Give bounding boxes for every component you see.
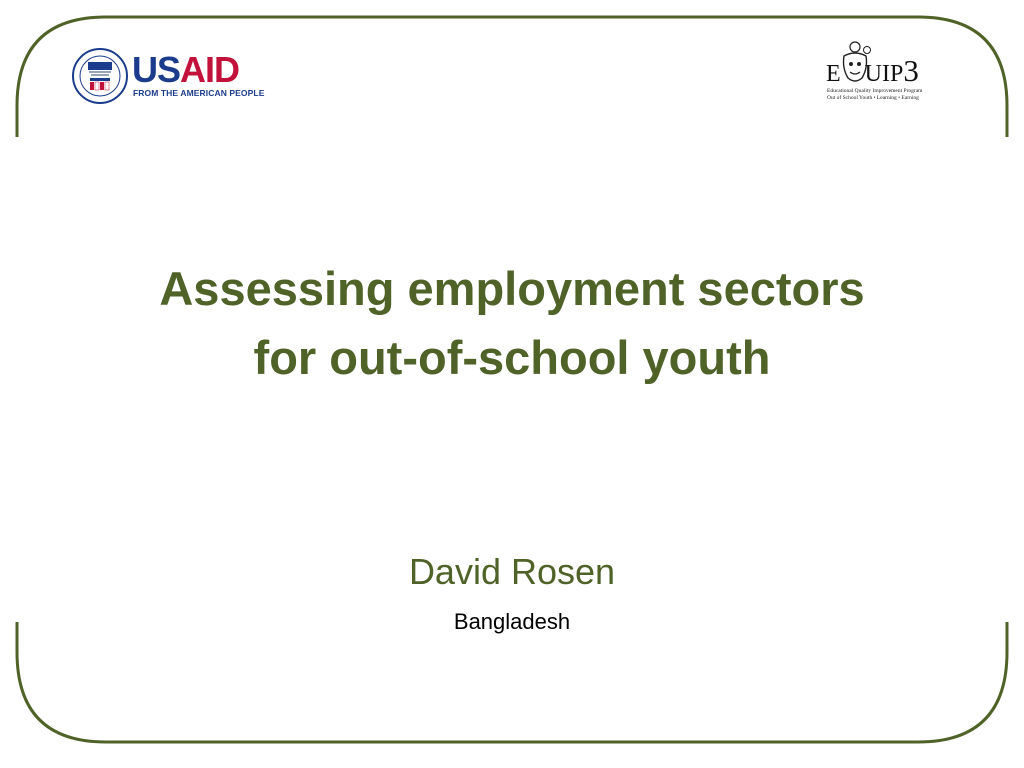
usaid-tagline: FROM THE AMERICAN PEOPLE <box>133 88 265 98</box>
equip3-subtitle-line-2: Out of School Youth • Learning • Earning <box>827 95 919 101</box>
equip3-letter-e: E <box>826 61 841 87</box>
usaid-logo <box>72 48 265 106</box>
usaid-word-aid: AID <box>180 49 240 90</box>
slide-title-line-1: Assessing employment sectors <box>159 262 865 315</box>
usaid-wordmark <box>132 49 240 90</box>
slide-title <box>62 254 962 392</box>
author-name: David Rosen <box>408 551 616 592</box>
slide-title-line-2: for out-of-school youth <box>253 331 771 384</box>
usaid-seal-icon <box>72 48 128 104</box>
equip3-logo <box>822 40 942 106</box>
author-location: Bangladesh <box>453 609 571 634</box>
equip3-wordmark <box>826 53 919 88</box>
usaid-word-us: US <box>132 49 181 90</box>
equip3-subtitle-line-1: Educational Quality Improvement Program <box>827 88 923 94</box>
frame-bottom-arc <box>17 622 1007 742</box>
equip3-subtitle <box>827 88 922 102</box>
equip3-letters-uip: UIP <box>864 61 904 87</box>
equip3-number: 3 <box>903 53 919 88</box>
